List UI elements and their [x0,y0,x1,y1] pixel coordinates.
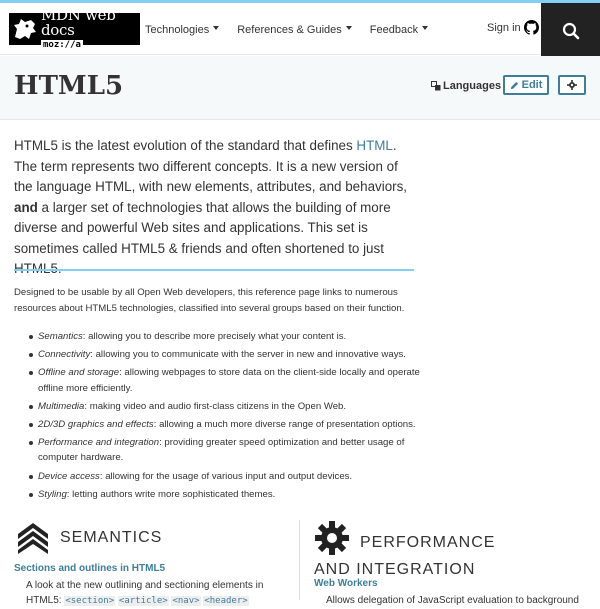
settings-button[interactable] [558,75,586,95]
web-workers-link[interactable]: Web Workers [314,578,378,589]
translate-icon [431,81,441,91]
nav-feedback[interactable] [370,24,428,36]
performance-section [314,520,600,606]
caret-down-icon [213,26,219,30]
nav-label: Feedback [369,24,419,36]
intro-paragraph: HTML5 is the latest evolution of the standard that defines HTML. The term represents two different concepts. It is a new version of the language HTML, with new elements, attributes, and behaviors, and a larger set of technologies that allows the building of more diverse and powerful Web sites and applications. This set is sometimes called HTML5 & friends and often shortened to just [14,138,408,256]
nav-label: Technologies [145,24,210,36]
search-button[interactable] [541,3,600,58]
semantics-title: SEMANTICS [60,529,163,546]
search-icon [562,22,580,40]
dinosaur-icon [11,15,39,43]
list-item: Connectivity: allowing you to communicate with the server in new and innovative ways. [38,347,424,363]
nav-label: References & Guides [237,24,342,36]
sign-in-label: Sign in [487,21,521,34]
pencil-icon [510,81,519,90]
languages-label: Languages [443,80,502,92]
title-band [0,56,600,120]
list-item: Device access: allowing for the usage of various input and output devices. [38,469,424,485]
section-divider [14,269,414,271]
semantics-section [14,520,286,606]
page-title: HTML5 [14,71,124,101]
list-item: Offline and storage: allowing webpages to store data on the client-side locally and operate offline more efficiently. [38,365,424,396]
integration-title: AND INTEGRATION [314,561,476,578]
designed-paragraph: Designed to be usable by all Open Web developers, this reference page links to numerous resources about HTML5 technologies, classified into several groups based on their function. [14,287,405,314]
html-link[interactable]: HTML [356,138,393,153]
nav-references-guides[interactable] [237,24,352,36]
semantics-desc: A look at the new outlining and sectioning elements in [26,580,264,591]
edit-button[interactable] [503,75,549,95]
languages-button[interactable] [431,80,501,92]
caret-down-icon [422,26,428,30]
site-header [0,3,600,55]
gear-icon [314,520,350,556]
chevrons-up-icon [16,520,50,554]
gear-icon [567,80,577,90]
list-item: 2D/3D graphics and effects: allowing a much more diverse range of presentation options. [38,417,424,433]
github-icon [524,20,539,35]
semantics-desc-elements: HTML5: <section> <article> <nav> <header> [26,595,248,606]
caret-down-icon [346,26,352,30]
sections-outlines-link[interactable]: Sections and outlines in HTML5 [14,563,166,574]
web-workers-desc: Allows delegation of JavaScript evaluation to background [326,595,579,606]
list-item: Styling: letting authors write more sophisticated themes. [38,487,424,503]
main-nav [145,24,446,36]
column-divider [299,520,300,600]
list-item: Multimedia: making video and audio first-class citizens in the Open Web. [38,399,424,415]
logo-title: MDN web docs [41,5,116,39]
mozilla-wordmark: moz://a [43,39,81,50]
mdn-logo[interactable] [9,5,140,50]
sign-in-link[interactable] [487,20,539,35]
list-item: Semantics: allowing you to describe more precisely what your content is. [38,329,424,345]
edit-label: Edit [521,79,543,91]
performance-title: PERFORMANCE [360,534,496,551]
technology-groups-list [38,329,424,505]
list-item: Performance and integration: providing greater speed optimization and better usage of computer hardware. [38,435,424,466]
nav-technologies[interactable] [145,24,219,36]
